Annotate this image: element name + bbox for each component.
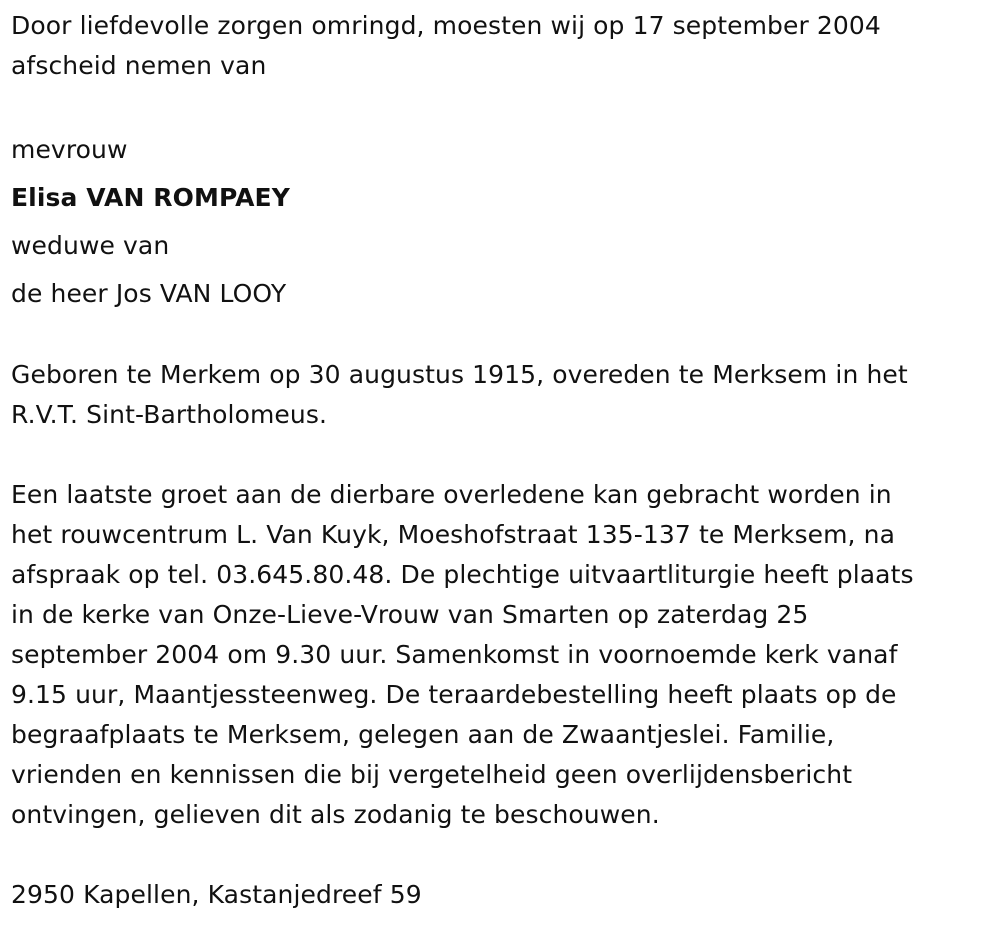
person-name: Elisa VAN ROMPAEY [11, 183, 290, 212]
intro-line: Door liefdevolle zorgen omringd, moesten wij op 17 september 2004 [11, 11, 881, 40]
funeral-line: in de kerke van Onze-Lieve-Vrouw van Smarten op zaterdag 25 [11, 600, 809, 629]
birth-line: R.V.T. Sint-Bartholomeus. [11, 400, 328, 429]
funeral-line: Een laatste groet aan de dierbare overledene kan gebracht worden in [11, 480, 892, 509]
person-relation: weduwe van [11, 231, 170, 260]
funeral-line: begraafplaats te Merksem, gelegen aan de Zwaantjeslei. Familie, [11, 720, 835, 749]
intro-paragraph [11, 6, 986, 86]
funeral-line: het rouwcentrum L. Van Kuyk, Moeshofstraat 135-137 te Merksem, na [11, 520, 896, 549]
birth-paragraph [11, 355, 986, 435]
spacer [11, 318, 986, 358]
obituary-notice [11, 6, 986, 915]
spacer [11, 435, 986, 475]
funeral-line: afspraak op tel. 03.645.80.48. De plechtige uitvaartliturgie heeft plaats [11, 560, 914, 589]
funeral-line: vrienden en kennissen die bij vergetelheid geen overlijdensbericht [11, 760, 853, 789]
funeral-line: ontvingen, gelieven dit als zodanig te beschouwen. [11, 800, 660, 829]
funeral-line: 9.15 uur, Maantjessteenweg. De teraardebestelling heeft plaats op de [11, 680, 897, 709]
address: 2950 Kapellen, Kastanjedreef 59 [11, 880, 422, 909]
intro-line: afscheid nemen van [11, 51, 267, 80]
spacer [11, 835, 986, 875]
spacer [11, 86, 986, 126]
funeral-paragraph [11, 475, 986, 835]
spouse-name: de heer Jos VAN LOOY [11, 279, 287, 308]
birth-line: Geboren te Merkem op 30 augustus 1915, overeden te Merksem in het [11, 360, 908, 389]
person-title: mevrouw [11, 135, 128, 164]
funeral-line: september 2004 om 9.30 uur. Samenkomst in voornoemde kerk vanaf [11, 640, 898, 669]
person-block [11, 126, 986, 318]
